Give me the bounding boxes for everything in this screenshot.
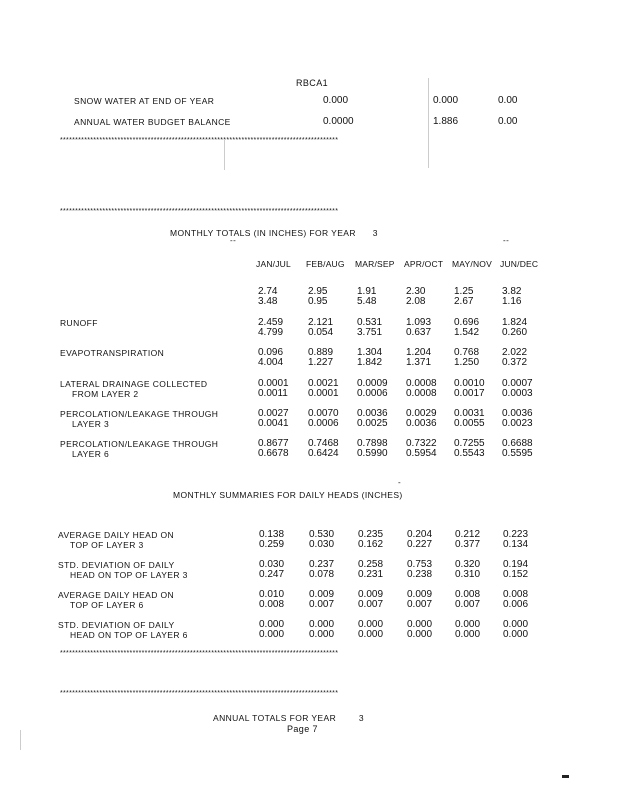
data-value: 0.0070 [308, 408, 339, 419]
row-label: LAYER 6 [72, 449, 110, 459]
underline-mark: -- [503, 236, 510, 245]
data-value: 1.093 [406, 317, 432, 328]
data-value: 1.227 [308, 357, 334, 368]
data-value: 2.95 [308, 286, 328, 297]
data-value: 0.5954 [406, 448, 437, 459]
data-value: 0.247 [259, 569, 285, 580]
data-value: 0.637 [406, 327, 432, 338]
data-value: 0.0007 [502, 378, 533, 389]
balance-value: 0.00 [498, 116, 518, 127]
row-label: TOP OF LAYER 6 [70, 600, 144, 610]
balance-value: 0.000 [433, 95, 459, 106]
data-value: 1.204 [406, 347, 432, 358]
data-value: 0.7322 [406, 438, 437, 449]
data-value: 0.008 [503, 589, 529, 600]
data-value: 0.0009 [357, 378, 388, 389]
page-number: Page 7 [287, 724, 318, 734]
data-value: 0.152 [503, 569, 529, 580]
data-value: 0.000 [358, 629, 384, 640]
year-value: 3 [372, 228, 378, 238]
data-value: 0.000 [407, 619, 433, 630]
data-value: 0.258 [358, 559, 384, 570]
data-value: 3.751 [357, 327, 383, 338]
annual-totals-title [213, 713, 364, 723]
data-value: 1.304 [357, 347, 383, 358]
data-value: 0.530 [309, 529, 335, 540]
data-value: 1.542 [454, 327, 480, 338]
balance-label: ANNUAL WATER BUDGET BALANCE [74, 117, 231, 127]
data-value: 0.259 [259, 539, 285, 550]
row-label: PERCOLATION/LEAKAGE THROUGH [60, 439, 219, 449]
column-header: MAY/NOV [452, 259, 492, 269]
data-value: 0.889 [308, 347, 334, 358]
data-value: 0.260 [502, 327, 528, 338]
data-value: 0.238 [407, 569, 433, 580]
data-value: 0.0006 [308, 418, 339, 429]
data-value: 0.030 [309, 539, 335, 550]
data-value: 0.0029 [406, 408, 437, 419]
data-value: 2.74 [258, 286, 278, 297]
balance-label: SNOW WATER AT END OF YEAR [74, 96, 215, 106]
row-label: EVAPOTRANSPIRATION [60, 348, 165, 358]
row-label: RUNOFF [60, 318, 98, 328]
data-value: 0.0031 [454, 408, 485, 419]
row-label: STD. DEVIATION OF DAILY [58, 560, 175, 570]
data-value: 0.194 [503, 559, 529, 570]
underline-mark: -- [230, 236, 237, 245]
data-value: 0.010 [259, 589, 285, 600]
data-value: 2.67 [454, 296, 474, 307]
data-value: 0.000 [503, 619, 529, 630]
data-value: 0.000 [455, 619, 481, 630]
data-value: 1.16 [502, 296, 522, 307]
data-value: 0.5990 [357, 448, 388, 459]
data-value: 5.48 [357, 296, 377, 307]
row-label: PERCOLATION/LEAKAGE THROUGH [60, 409, 219, 419]
balance-value: 0.0000 [323, 116, 354, 127]
data-value: 0.310 [455, 569, 481, 580]
annual-year-value: 3 [358, 713, 365, 723]
data-value: 0.0003 [502, 388, 533, 399]
data-value: 0.0001 [258, 378, 289, 389]
row-label: FROM LAYER 2 [72, 389, 139, 399]
data-value: 0.0041 [258, 418, 289, 429]
data-value: 0.000 [455, 629, 481, 640]
data-value: 0.0027 [258, 408, 289, 419]
data-value: 0.320 [455, 559, 481, 570]
row-label: HEAD ON TOP OF LAYER 3 [70, 570, 188, 580]
data-value: 0.0001 [308, 388, 339, 399]
row-label: TOP OF LAYER 3 [70, 540, 144, 550]
column-header: MAR/SEP [355, 259, 395, 269]
data-value: 0.162 [358, 539, 384, 550]
data-value: 1.25 [454, 286, 474, 297]
data-value: 1.250 [454, 357, 480, 368]
data-value: 0.204 [407, 529, 433, 540]
data-value: 2.459 [258, 317, 284, 328]
data-value: 0.0036 [357, 408, 388, 419]
underline-mark: - [398, 478, 402, 487]
scan-line [428, 78, 429, 168]
column-header: FEB/AUG [306, 259, 345, 269]
data-value: 2.08 [406, 296, 426, 307]
data-value: 0.95 [308, 296, 328, 307]
data-value: 0.000 [309, 619, 335, 630]
data-value: 0.5595 [502, 448, 533, 459]
data-value: 0.007 [358, 599, 384, 610]
row-label: AVERAGE DAILY HEAD ON [58, 590, 175, 600]
star-divider: ******************************************************************************************** [60, 137, 339, 144]
data-value: 0.000 [259, 619, 285, 630]
data-value: 0.138 [259, 529, 285, 540]
data-value: 0.078 [309, 569, 335, 580]
data-value: 0.0010 [454, 378, 485, 389]
data-value: 0.000 [309, 629, 335, 640]
data-value: 0.0055 [454, 418, 485, 429]
row-label: LATERAL DRAINAGE COLLECTED [60, 379, 208, 389]
doc-title: RBCA1 [296, 78, 329, 88]
data-value: 0.0036 [502, 408, 533, 419]
data-value: 0.377 [455, 539, 481, 550]
star-divider: ******************************************************************************************** [60, 650, 339, 657]
monthly-totals-title [170, 228, 378, 238]
data-value: 0.6688 [502, 438, 533, 449]
monthly-title-text: MONTHLY TOTALS (IN INCHES) FOR YEAR [170, 228, 356, 238]
data-value: 0.223 [503, 529, 529, 540]
data-value: 0.009 [358, 589, 384, 600]
data-value: 0.006 [503, 599, 529, 610]
balance-value: 0.00 [498, 95, 518, 106]
data-value: 0.6678 [258, 448, 289, 459]
column-header: APR/OCT [404, 259, 444, 269]
row-label: STD. DEVIATION OF DAILY [58, 620, 175, 630]
row-label: AVERAGE DAILY HEAD ON [58, 530, 175, 540]
data-value: 0.212 [455, 529, 481, 540]
data-value: 0.007 [309, 599, 335, 610]
data-value: 0.231 [358, 569, 384, 580]
data-value: 0.009 [407, 589, 433, 600]
data-value: 0.007 [407, 599, 433, 610]
star-divider: ******************************************************************************************** [60, 208, 339, 215]
scan-mark [562, 775, 569, 778]
data-value: 0.8677 [258, 438, 289, 449]
data-value: 0.007 [455, 599, 481, 610]
data-value: 2.121 [308, 317, 334, 328]
data-value: 0.008 [259, 599, 285, 610]
data-value: 1.91 [357, 286, 377, 297]
data-value: 2.30 [406, 286, 426, 297]
data-value: 0.768 [454, 347, 480, 358]
data-value: 0.0036 [406, 418, 437, 429]
data-value: 0.372 [502, 357, 528, 368]
data-value: 0.0008 [406, 388, 437, 399]
data-value: 0.009 [309, 589, 335, 600]
data-value: 0.7468 [308, 438, 339, 449]
annual-title-text: ANNUAL TOTALS FOR YEAR [213, 713, 337, 723]
data-value: 0.696 [454, 317, 480, 328]
data-value: 0.531 [357, 317, 383, 328]
data-value: 3.48 [258, 296, 278, 307]
data-value: 3.82 [502, 286, 522, 297]
data-value: 0.0017 [454, 388, 485, 399]
data-value: 0.0025 [357, 418, 388, 429]
heads-title: MONTHLY SUMMARIES FOR DAILY HEADS (INCHES) [173, 490, 403, 500]
balance-value: 0.000 [323, 95, 349, 106]
data-value: 0.0006 [357, 388, 388, 399]
data-value: 0.008 [455, 589, 481, 600]
data-value: 0.030 [259, 559, 285, 570]
balance-value: 1.886 [433, 116, 459, 127]
data-value: 0.227 [407, 539, 433, 550]
star-divider: ******************************************************************************************** [60, 690, 339, 697]
data-value: 1.824 [502, 317, 528, 328]
data-value: 4.004 [258, 357, 284, 368]
data-value: 0.000 [358, 619, 384, 630]
data-value: 0.6424 [308, 448, 339, 459]
data-value: 1.371 [406, 357, 432, 368]
row-label: HEAD ON TOP OF LAYER 6 [70, 630, 188, 640]
data-value: 0.0011 [258, 388, 288, 399]
data-value: 0.753 [407, 559, 433, 570]
scan-line [20, 730, 21, 750]
data-value: 0.5543 [454, 448, 485, 459]
data-value: 0.0021 [308, 378, 339, 389]
scan-line [224, 140, 225, 170]
data-value: 0.7898 [357, 438, 388, 449]
data-value: 0.000 [503, 629, 529, 640]
data-value: 0.000 [259, 629, 285, 640]
data-value: 0.0008 [406, 378, 437, 389]
data-value: 1.842 [357, 357, 383, 368]
data-value: 0.237 [309, 559, 335, 570]
data-value: 0.096 [258, 347, 284, 358]
data-value: 2.022 [502, 347, 528, 358]
data-value: 4.799 [258, 327, 284, 338]
column-header: JUN/DEC [500, 259, 539, 269]
data-value: 0.7255 [454, 438, 485, 449]
data-value: 0.000 [407, 629, 433, 640]
row-label: LAYER 3 [72, 419, 110, 429]
data-value: 0.054 [308, 327, 334, 338]
data-value: 0.134 [503, 539, 529, 550]
column-header: JAN/JUL [256, 259, 291, 269]
data-value: 0.235 [358, 529, 384, 540]
data-value: 0.0023 [502, 418, 533, 429]
